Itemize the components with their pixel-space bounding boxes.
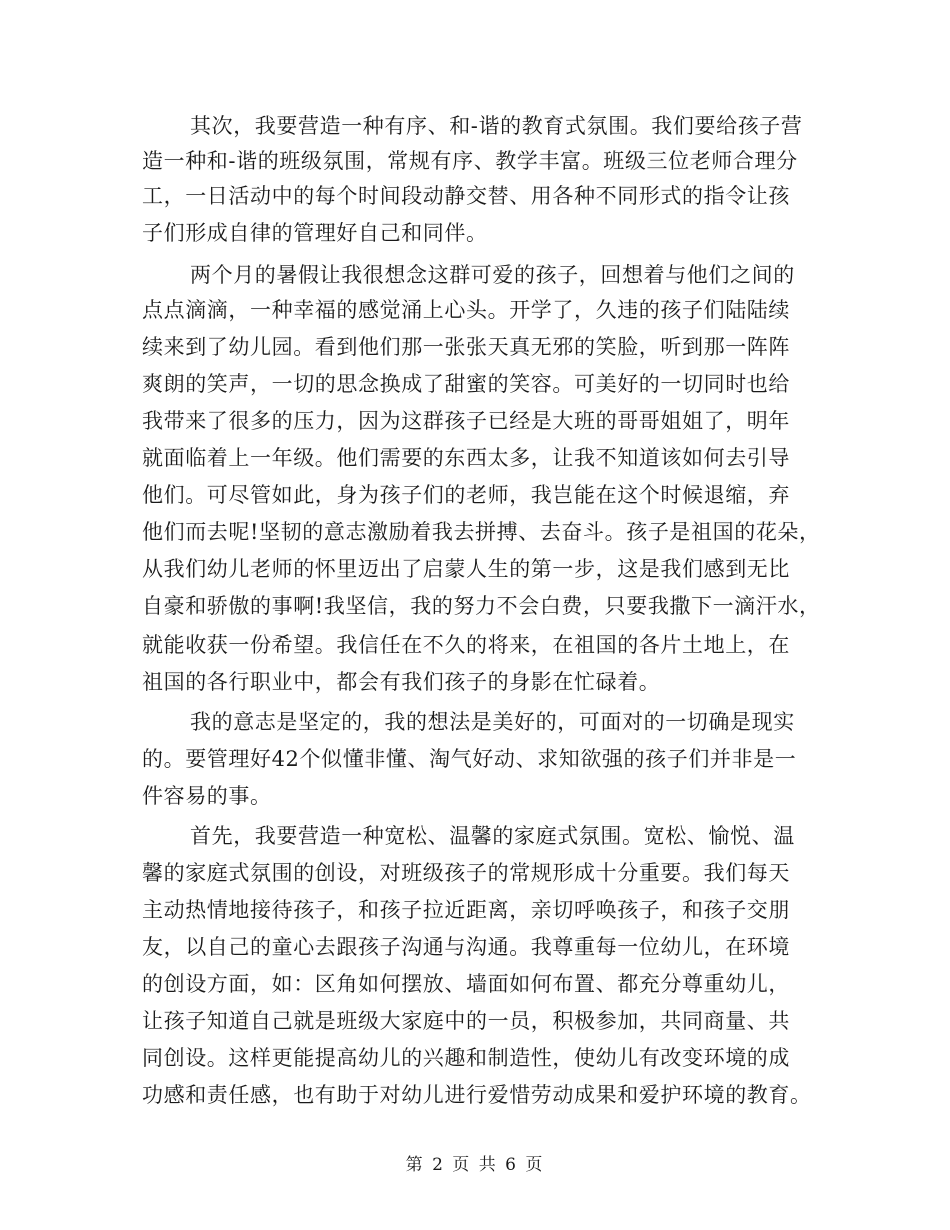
text-line: 件容易的事。 xyxy=(142,784,272,808)
text-line: 其次，我要营造一种有序、和-谐的教育式氛围。我们要给孩子营 xyxy=(190,114,803,138)
text-line: 从我们幼儿老师的怀里迈出了启蒙人生的第一步，这是我们感到无比 xyxy=(142,557,790,581)
text-line: 首先，我要营造一种宽松、温馨的家庭式氛围。宽松、愉悦、温 xyxy=(190,824,795,848)
text-line: 工，一日活动中的每个时间段动静交替、用各种不同形式的指令让孩 xyxy=(142,184,790,208)
text-line: 就面临着上一年级。他们需要的东西太多，让我不知道该如何去引导 xyxy=(142,446,790,470)
text-line: 我带来了很多的压力，因为这群孩子已经是大班的哥哥姐姐了，明年 xyxy=(142,409,790,433)
text-line: 的。要管理好42个似懂非懂、淘气好动、求知欲强的孩子们并非是一 xyxy=(142,747,797,771)
text-line: 祖国的各行职业中，都会有我们孩子的身影在忙碌着。 xyxy=(142,670,661,694)
text-line: 我的意志是坚定的，我的想法是美好的，可面对的一切确是现实 xyxy=(190,710,795,734)
text-line: 友，以自己的童心去跟孩子沟通与沟通。我尊重每一位幼儿，在环境 xyxy=(142,935,790,959)
text-line: 主动热情地接待孩子，和孩子拉近距离，亲切呼唤孩子，和孩子交朋 xyxy=(142,898,790,922)
text-line: 续来到了幼儿园。看到他们那一张张天真无邪的笑脸，听到那一阵阵 xyxy=(142,335,790,359)
text-line: 两个月的暑假让我很想念这群可爱的孩子，回想着与他们之间的 xyxy=(190,263,795,287)
text-line: 让孩子知道自己就是班级大家庭中的一员，积极参加，共同商量、共 xyxy=(142,1009,790,1033)
text-line: 同创设。这样更能提高幼儿的兴趣和制造性，使幼儿有改变环境的成 xyxy=(142,1046,790,1070)
page-number-footer: 第 2 页 共 6 页 xyxy=(405,1155,545,1175)
text-line: 爽朗的笑声，一切的思念换成了甜蜜的笑容。可美好的一切同时也给 xyxy=(142,372,790,396)
text-line: 自豪和骄傲的事啊!我坚信，我的努力不会白费，只要我撒下一滴汗水， xyxy=(142,594,821,618)
text-line: 子们形成自律的管理好自己和同伴。 xyxy=(142,221,488,245)
text-line: 的创设方面，如：区角如何摆放、墙面如何布置、都充分尊重幼儿， xyxy=(142,972,790,996)
text-line: 他们而去呢!坚韧的意志激励着我去拼搏、去奋斗。孩子是祖国的花朵， xyxy=(142,520,821,544)
text-line: 点点滴滴，一种幸福的感觉涌上心头。开学了，久违的孩子们陆陆续 xyxy=(142,298,790,322)
text-line: 就能收获一份希望。我信任在不久的将来，在祖国的各片土地上，在 xyxy=(142,633,790,657)
text-line: 功感和责任感，也有助于对幼儿进行爱惜劳动成果和爱护环境的教育。 xyxy=(142,1083,812,1107)
text-line: 造一种和-谐的班级氛围，常规有序、教学丰富。班级三位老师合理分 xyxy=(142,149,798,173)
text-line: 馨的家庭式氛围的创设，对班级孩子的常规形成十分重要。我们每天 xyxy=(142,861,790,885)
text-line: 他们。可尽管如此，身为孩子们的老师，我岂能在这个时候退缩，弃 xyxy=(142,483,790,507)
